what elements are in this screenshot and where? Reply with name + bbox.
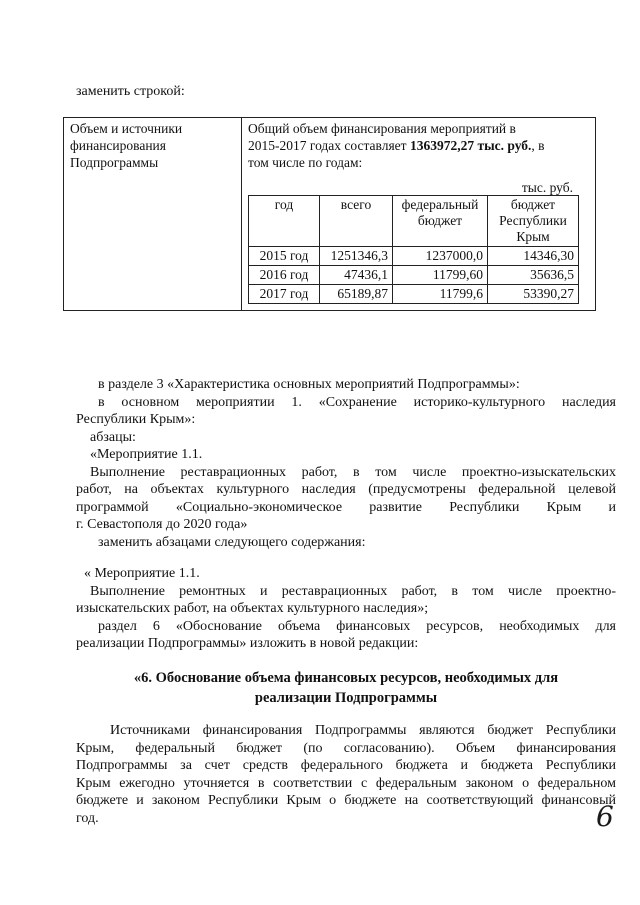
paragraph: в разделе 3 «Характеристика основных мероприятий Подпрограммы»: [98,377,520,392]
paragraph: г. Севастополя до 2020 года» [76,517,248,532]
paragraph: Республики Крым»: [76,412,196,427]
regional-cell: 14346,30 [488,247,579,266]
section-heading [76,668,616,708]
new-text-block [76,565,616,653]
yearly-table [248,195,579,304]
year-cell: 2017 год [249,285,320,304]
paragraph: работ, на объектах культурного наследия (предусмотрены федеральной целевой [76,482,616,497]
handwritten-page-number: 6 [596,800,614,833]
financing-label-line: финансирования [70,138,166,153]
financing-label-line: Объем и источники [70,121,183,136]
column-header: бюджет Республики Крым [488,196,579,247]
summary-line: Общий объем финансирования мероприятий в [248,121,516,136]
regional-cell: 35636,5 [488,266,579,285]
year-cell: 2015 год [249,247,320,266]
total-cell: 65189,87 [320,285,393,304]
paragraph: изыскательских работ, на объектах культурного наследия»; [76,601,429,616]
final-paragraph [76,722,616,827]
paragraph: Выполнение ремонтных и реставрационных работ, в том числе проектно- [90,583,616,599]
column-header: федеральный бюджет [393,196,488,247]
column-header: всего [320,196,393,247]
summary-text: , в [531,138,545,153]
regional-cell: 53390,27 [488,285,579,304]
paragraph: раздел 6 «Обоснование объема финансовых ресурсов, необходимых для [98,618,616,634]
paragraph: Крым ежегодно уточняется в соответствии с федеральным законом о федеральном [76,775,616,791]
financing-summary [248,120,589,171]
summary-line: том числе по годам: [248,155,363,170]
financing-label-line: Подпрограммы [70,155,159,170]
table-header-row [249,196,579,247]
financing-table [63,117,596,311]
federal-cell: 11799,60 [393,266,488,285]
intro-text: заменить строкой: [76,84,185,99]
federal-cell: 1237000,0 [393,247,488,266]
year-cell: 2016 год [249,266,320,285]
paragraph: Подпрограммы за счет средств федерального бюджета и бюджета Республики [76,758,616,773]
paragraph: год. [76,810,99,826]
table-row [249,266,579,285]
total-cell: 1251346,3 [320,247,393,266]
paragraph: Источниками финансирования Подпрограммы являются бюджет Республики [110,723,616,738]
paragraph: « Мероприятие 1.1. [84,566,200,581]
paragraph: абзацы: [90,429,136,445]
paragraph: реализации Подпрограммы» изложить в новой редакции: [76,636,419,651]
table-row [249,247,579,266]
column-header: год [249,196,320,247]
summary-line [248,137,589,154]
units-label: тыс. руб. [521,180,573,195]
summary-amount: 1363972,27 тыс. руб. [409,138,532,153]
paragraph: Крым, федеральный бюджет (по согласованию). Объем финансирования [76,740,616,756]
amendments-block [76,376,616,551]
financing-value-cell [242,118,596,311]
total-cell: 47436,1 [320,266,393,285]
paragraph: программой «Социально-экономическое развитие Республики Крым и [76,499,616,515]
paragraph: Выполнение реставрационных работ, в том числе проектно-изыскательских [90,464,616,480]
financing-label-cell [64,118,242,311]
paragraph: «Мероприятие 1.1. [90,447,203,462]
federal-cell: 11799,6 [393,285,488,304]
heading-line: реализации Подпрограммы [254,690,438,706]
paragraph: в основном мероприятии 1. «Сохранение историко-культурного наследия [98,394,616,410]
paragraph: заменить абзацами следующего содержания: [98,534,366,550]
summary-text: 2015-2017 годах составляет [248,138,407,153]
table-row [249,285,579,304]
paragraph: бюджете и законом Республики Крым о бюджете на соответствующий финансовый [76,793,616,808]
heading-line: «6. Обоснование объема финансовых ресурсов, необходимых для [133,670,559,686]
